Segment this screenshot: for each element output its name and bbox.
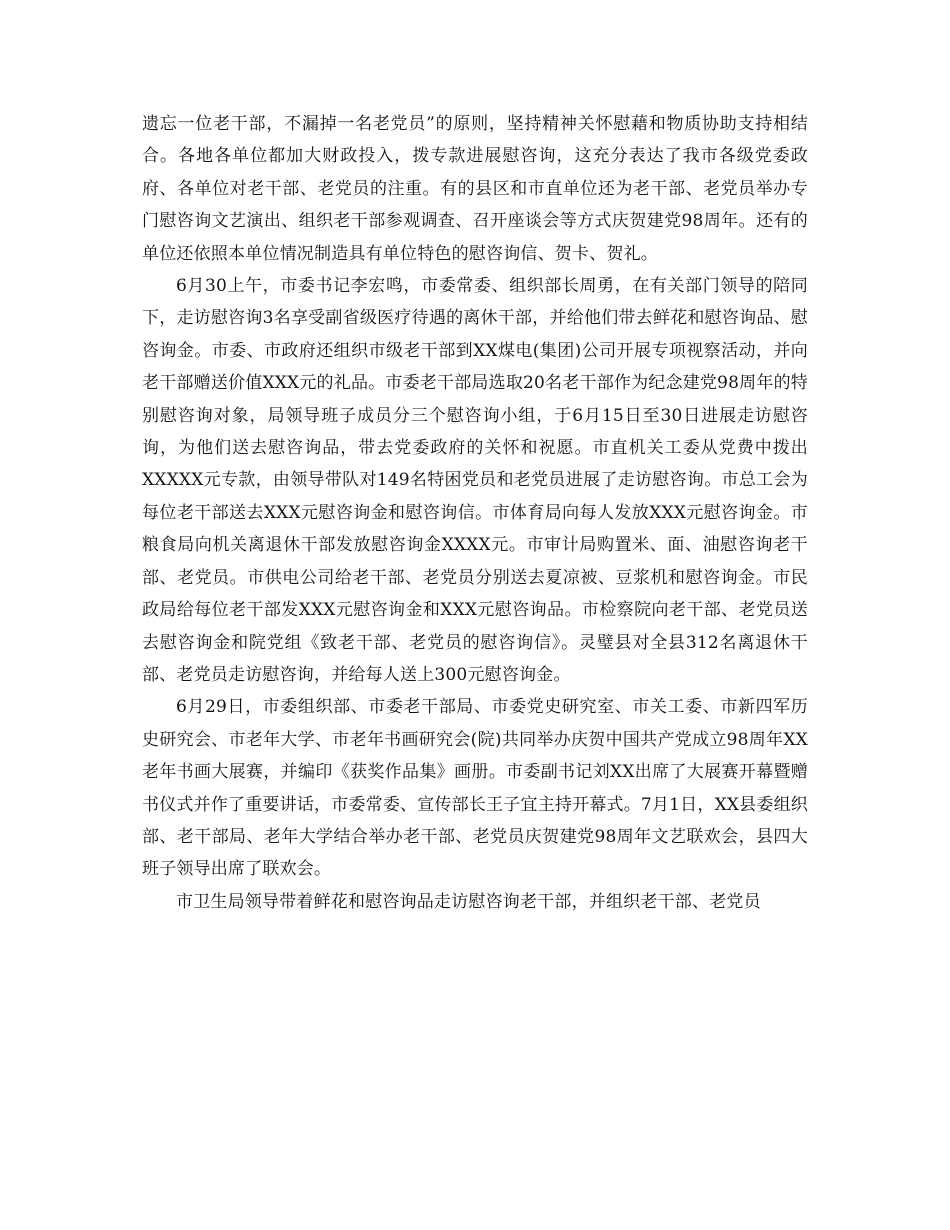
document-body [142,108,808,918]
paragraph-3: 6月29日，市委组织部、市委老干部局、市委党史研究室、市关工委、市新四军历史研究会、市老年大学、市老年书画研究会(院)共同举办庆贺中国共产党成立98周年XX老年书画大展赛，并编印《获奖作品集》画册。市委副书记刘XX出席了大展赛开幕暨赠书仪式并作了重要讲话，市委常委、宣传部长王子宜主持开幕式。7月1日，XX县委组织部、老干部局、老年大学结合举办老干部、老党员庆贺建党98周年文艺联欢会，县四大班子领导出席了联欢会。 [142,697,808,880]
paragraph-4: 市卫生局领导带着鲜花和慰咨询品走访慰咨询老干部，并组织老干部、老党员 [176,891,761,912]
paragraph-1: 遗忘一位老干部，不漏掉一名老党员”的原则，坚持精神关怀慰藉和物质协助支持相结合。各地各单位都加大财政投入，拨专款进展慰咨询，这充分表达了我市各级党委政府、各单位对老干部、老党员的注重。有的县区和市直单位还为老干部、老党员举办专门慰咨询文艺演出、组织老干部参观调查、召开座谈会等方式庆贺建党98周年。还有的单位还依照本单位情况制造具有单位特色的慰咨询信、贺卡、贺礼。 [142,114,808,264]
paragraph-2: 6月30上午，市委书记李宏鸣，市委常委、组织部长周勇，在有关部门领导的陪同下，走访慰咨询3名享受副省级医疗待遇的离休干部，并给他们带去鲜花和慰咨询品、慰咨询金。市委、市政府还组织市级老干部到XX煤电(集团)公司开展专项视察活动，并向老干部赠送价值XXX元的礼品。市委老干部局选取20名老干部作为纪念建党98周年的特别慰咨询对象，局领导班子成员分三个慰咨询小组，于6月15日至30日进展走访慰咨询，为他们送去慰咨询品，带去党委政府的关怀和祝愿。市直机关工委从党费中拨出XXXXX元专款，由领导带队对149名特困党员和老党员进展了走访慰咨询。市总工会为每位老干部送去XXX元慰咨询金和慰咨询信。市体育局向每人发放XXX元慰咨询金。市粮食局向机关离退休干部发放慰咨询金XXXX元。市审计局购置米、面、油慰咨询老干部、老党员。市供电公司给老干部、老党员分别送去夏凉被、豆浆机和慰咨询金。市民政局给每位老干部发XXX元慰咨询金和XXX元慰咨询品。市检察院向老干部、老党员送去慰咨询金和院党组《致老干部、老党员的慰咨询信》。灵璧县对全县312名离退休干部、老党员走访慰咨询，并给每人送上300元慰咨询金。 [142,276,808,685]
